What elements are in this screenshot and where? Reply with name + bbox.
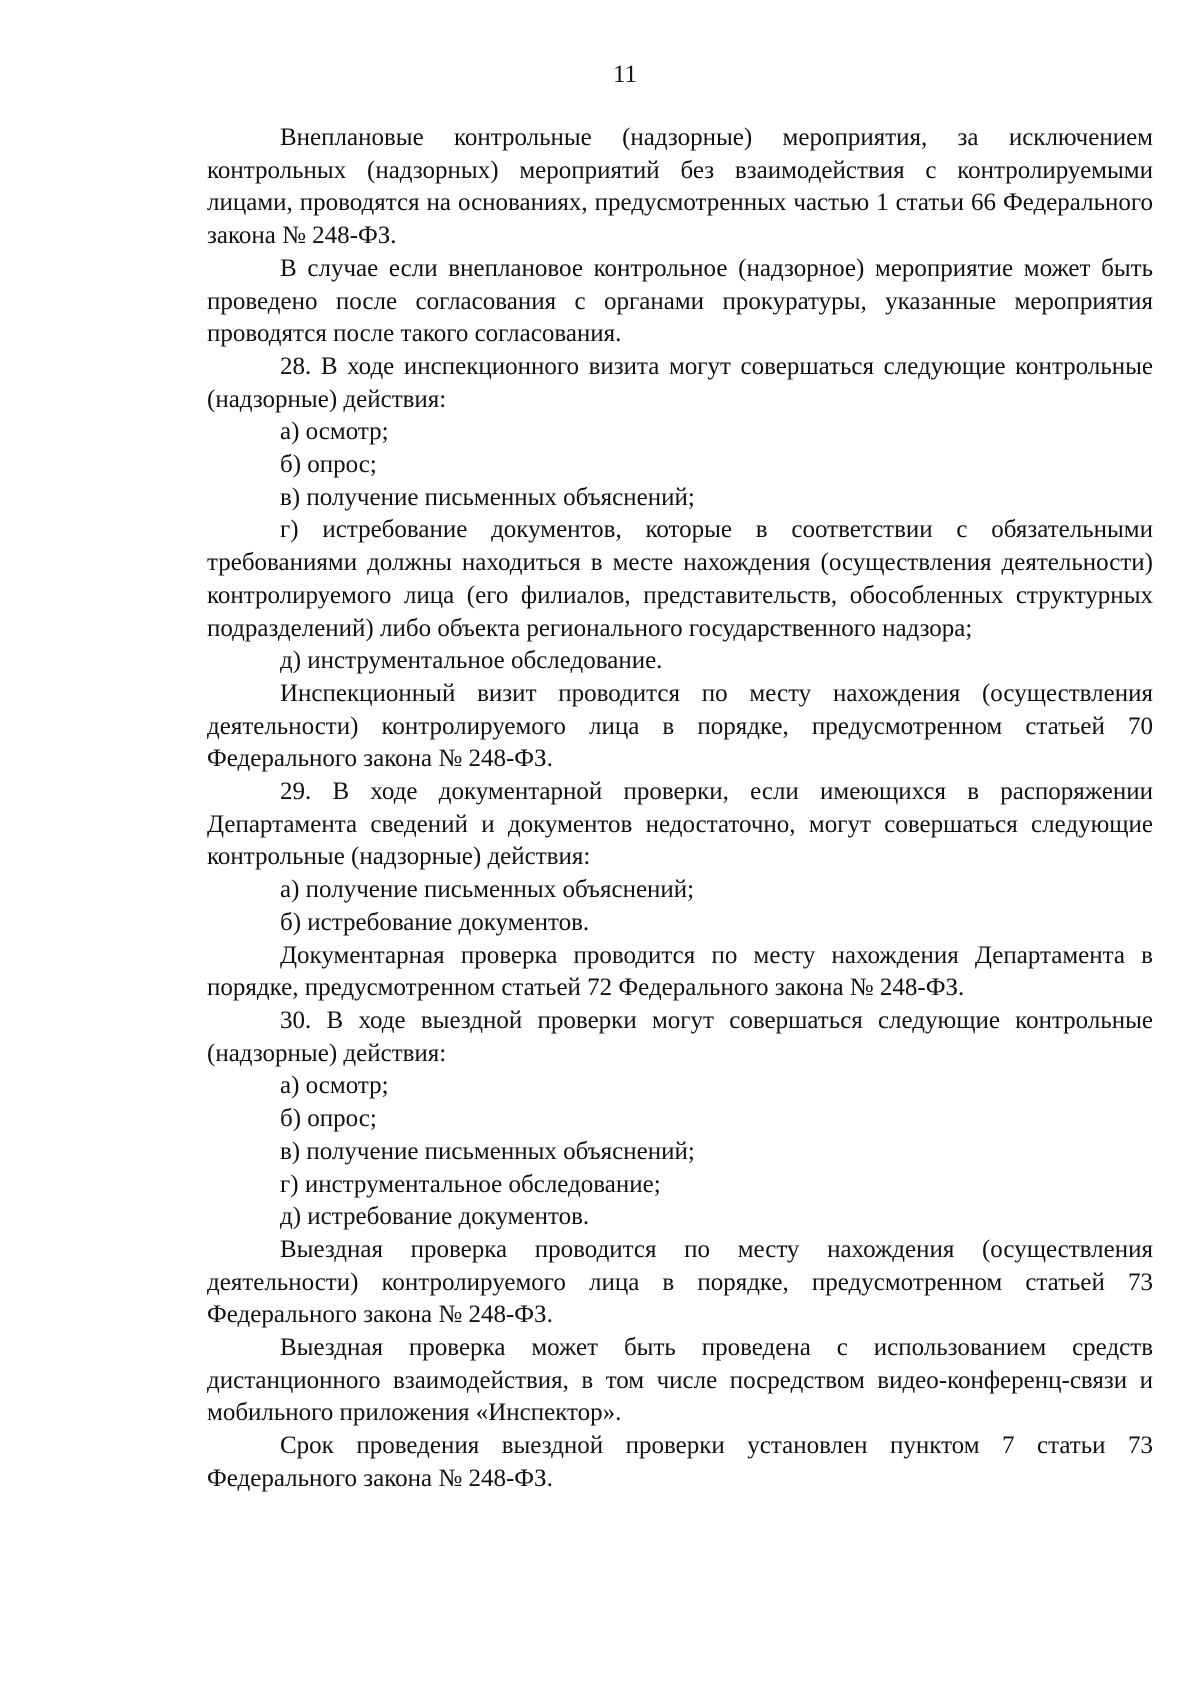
list-item-survey: б) опрос;: [280, 451, 377, 479]
paragraph-field-check-term: Срок проведения выездной проверки установлен пунктом 7 статьи 73 Федерального закона № 248-ФЗ.: [207, 1432, 1153, 1492]
paragraph-item-28: 28. В ходе инспекционного визита могут совершаться следующие контрольные (надзорные) действия:: [207, 352, 1153, 413]
list-item-document-request: б) истребование документов.: [280, 908, 590, 936]
list-item-survey: б) опрос;: [280, 1105, 377, 1133]
paragraph-field-check-place: Выездная проверка проводится по месту нахождения (осуществления деятельности) контролируемого лица в порядке, предусмотренном статьей 73 Федерального закона № 248-ФЗ.: [207, 1235, 1153, 1329]
document-body: [207, 122, 1153, 1496]
list-item-document-request: г) истребование документов, которые в соответствии с обязательными требованиями должны находиться в месте нахождения (осуществления деятельности) контролируемого лица (его филиалов, представительств, обособленных структурных подразделений) либо объекта регионального государственного надзора;: [207, 516, 1153, 642]
paragraph-remote-interaction: Выездная проверка может быть проведена с использованием средств дистанционного взаимодействия, в том числе посредством видео-конференц-связи и мобильного приложения «Инспектор».: [207, 1334, 1153, 1427]
list-item-inspection: а) осмотр;: [280, 418, 389, 446]
paragraph-item-30: 30. В ходе выездной проверки могут совершаться следующие контрольные (надзорные) действия:: [207, 1006, 1153, 1067]
list-item-inspection: а) осмотр;: [280, 1072, 389, 1100]
list-item-written-explanations: в) получение письменных объяснений;: [280, 1137, 695, 1165]
paragraph-documentary-check-place: Документарная проверка проводится по месту нахождения Департамента в порядке, предусмотренном статьей 72 Федерального закона № 248-ФЗ.: [207, 941, 1153, 1002]
paragraph-prosecutor-approval: В случае если внеплановое контрольное (надзорное) мероприятие может быть проведено после согласования с органами прокуратуры, указанные мероприятия проводятся после такого согласования.: [207, 254, 1153, 348]
list-item-written-explanations: а) получение письменных объяснений;: [280, 876, 695, 904]
paragraph-unscheduled-events: Внеплановые контрольные (надзорные) мероприятия, за исключением контрольных (надзорных) мероприятий без взаимодействия с контролируемыми лицами, проводятся на основаниях, предусмотренных частью 1 статьи 66 Федерального закона № 248-ФЗ.: [207, 124, 1153, 250]
list-item-instrumental-examination: д) инструментальное обследование.: [280, 647, 663, 675]
list-item-written-explanations: в) получение письменных объяснений;: [280, 483, 695, 511]
page-number: 11: [612, 61, 638, 88]
list-item-instrumental-examination: г) инструментальное обследование;: [280, 1170, 661, 1198]
paragraph-inspection-visit-place: Инспекционный визит проводится по месту нахождения (осуществления деятельности) контролируемого лица в порядке, предусмотренном статьей 70 Федерального закона № 248-ФЗ.: [207, 679, 1153, 773]
list-item-document-request: д) истребование документов.: [280, 1203, 590, 1231]
paragraph-item-29: 29. В ходе документарной проверки, если имеющихся в распоряжении Департамента сведений и документов недостаточно, могут совершаться следующие контрольные (надзорные) действия:: [207, 778, 1153, 871]
